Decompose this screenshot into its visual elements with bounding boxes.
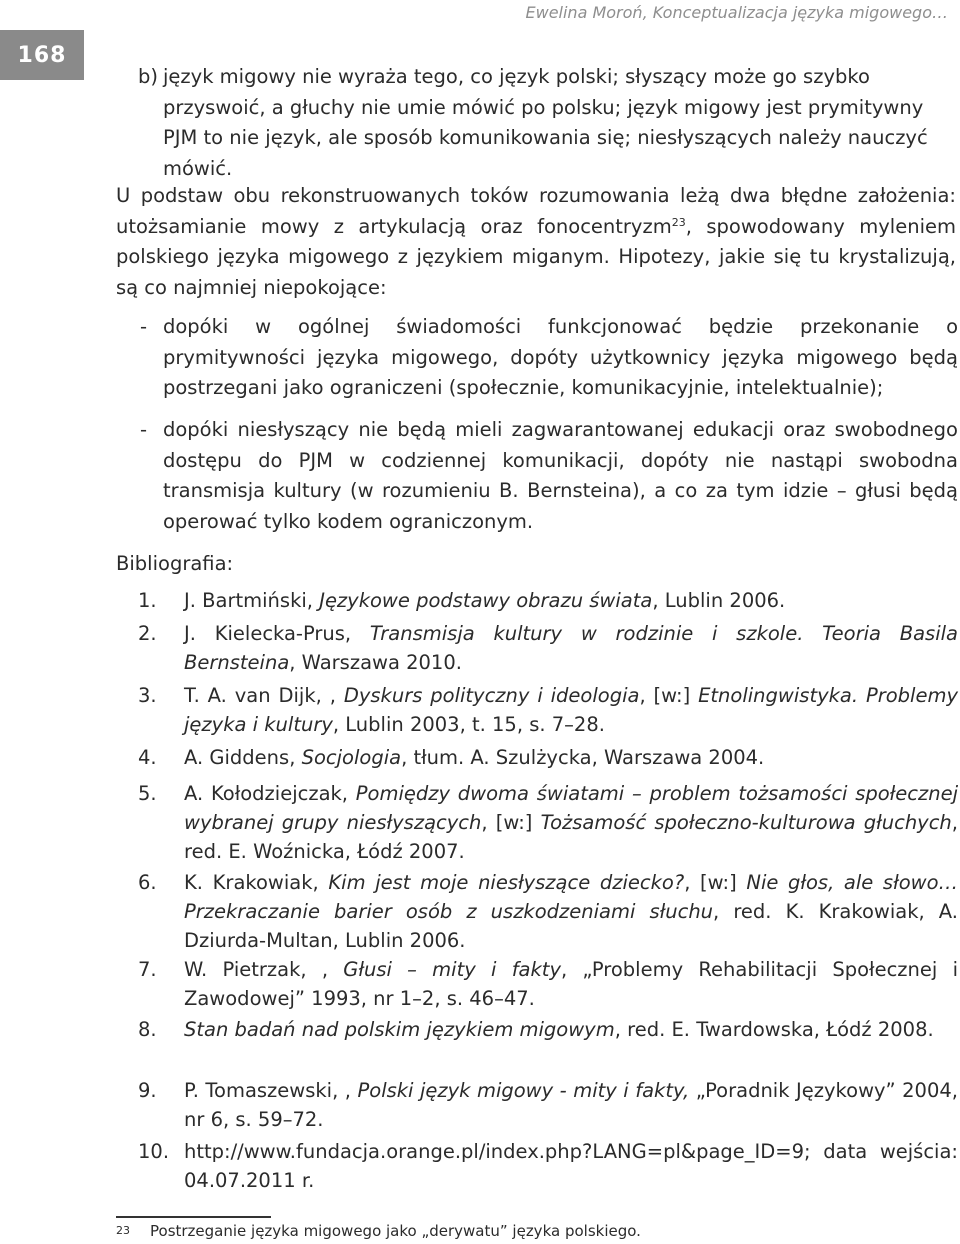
entry-number: 4. <box>138 746 157 769</box>
entry-number: 9. <box>138 1079 157 1102</box>
entry-title: Transmisja kultury w rodzinie i szkole. Teoria Basila Bernsteina <box>184 622 958 674</box>
bibliography-entry <box>138 1015 958 1044</box>
bibliography-heading: Bibliografia: <box>116 552 234 575</box>
bibliography-entry <box>138 1137 958 1195</box>
entry-title: Głusi – mity i fakty <box>343 958 561 981</box>
entry-details: , Lublin 2006. <box>652 589 786 612</box>
entry-title: Socjologia <box>301 746 402 769</box>
bullet-text: dopóki niesłyszący nie będą mieli zagwarantowanej edukacji oraz swobodnego dostępu do PJM w codziennej komunikacji, dopóty nie nastąpi swobodna transmisja kultury (w rozumieniu B. Bernsteina), a co za tym idzie – głusi będą operować tylko kodem ograniczonym. <box>163 418 958 533</box>
entry-details: , tłum. A. Szulżycka, Warszawa 2004. <box>401 746 765 769</box>
bibliography-entry <box>138 868 958 955</box>
bibliography-entry <box>138 955 958 1013</box>
entry-details: „Poradnik Językowy” 2004, nr 6, s. 59–72. <box>184 1079 958 1131</box>
entry-details: , Warszawa 2010. <box>289 651 462 674</box>
entry-title: Pomiędzy dwoma światami – problem tożsamości społecznej wybranej grupy niesłyszących <box>184 782 959 834</box>
entry-author: T. A. van Dijk, , <box>184 684 344 707</box>
entry-details: , red. E. Twardowska, Łódź 2008. <box>614 1018 934 1041</box>
entry-number: 1. <box>138 589 157 612</box>
bullet-dash: - <box>140 418 148 441</box>
entry-title: Dyskurs polityczny i ideologia <box>343 684 640 707</box>
entry-details: , „Problemy Rehabilitacji Społecznej i Zawodowej” 1993, nr 1–2, s. 46–47. <box>184 958 958 1010</box>
entry-in: , [w:] <box>481 811 541 834</box>
entry-author: J. Bartmiński, <box>184 589 320 612</box>
bibliography-entry <box>138 619 958 677</box>
entry-author: J. Kielecka-Prus, <box>184 622 370 645</box>
entry-author: W. Pietrzak, , <box>184 958 344 981</box>
list-item-label: b) <box>138 65 158 88</box>
entry-title: Polski język migowy - mity i fakty, <box>357 1079 690 1102</box>
running-title: Ewelina Moroń, Konceptualizacja języka migowego… <box>525 3 948 22</box>
bibliography-entry <box>138 586 958 615</box>
bibliography-entry <box>138 681 958 739</box>
entry-in: , [w:] <box>639 684 699 707</box>
list-item-b <box>138 62 960 184</box>
footnote-reference[interactable]: 23 <box>671 215 686 229</box>
entry-number: 7. <box>138 958 157 981</box>
bibliography-entry <box>138 1076 958 1134</box>
list-item-text: język migowy nie wyraża tego, co język polski; słyszący może go szybko przyswoić, a głuchy nie umie mówić po polsku; język migowy jest prymitywny PJM to nie język, ale sposób komunikowania się; niesłyszących należy nauczyć mówić. <box>163 65 928 180</box>
entry-number: 10. <box>138 1140 170 1163</box>
entry-author: A. Kołodziejczak, <box>184 782 356 805</box>
entry-author: A. Giddens, <box>184 746 302 769</box>
bullet-dash: - <box>140 315 148 338</box>
entry-details: , Lublin 2003, t. 15, s. 7–28. <box>332 713 605 736</box>
entry-number: 5. <box>138 782 157 805</box>
bullet-item <box>140 312 958 404</box>
entry-title: Kim jest moje niesłyszące dziecko? <box>328 871 685 894</box>
entry-url[interactable]: http://www.fundacja.orange.pl/index.php?LANG=pl&page_ID=9; data wejścia: 04.07.2011 r. <box>184 1140 958 1192</box>
entry-title: Językowe podstawy obrazu świata <box>319 589 653 612</box>
page-number-tab <box>0 30 84 80</box>
paragraph-text-end: , spowodowany myleniem polskiego języka migowego z językiem miganym. Hipotezy, jakie się tu krystalizują, są co najmniej niepokojące: <box>116 214 956 299</box>
entry-author: K. Krakowiak, <box>184 871 329 894</box>
paragraph-text-start: U podstaw obu rekonstruowanych toków rozumowania leżą dwa błędne założenia: utożsamianie mowy z artykulacją oraz fonocentryzm <box>116 184 956 238</box>
entry-number: 3. <box>138 684 157 707</box>
entry-container-title: Tożsamość społeczno-kulturowa głuchych <box>540 811 952 834</box>
entry-title: Stan badań nad polskim językiem migowym <box>184 1018 615 1041</box>
entry-author: P. Tomaszewski, , <box>184 1079 358 1102</box>
bibliography-entry <box>138 779 958 866</box>
page-number: 168 <box>17 42 67 68</box>
footnote-text: Postrzeganie języka migowego jako „derywatu” języka polskiego. <box>150 1222 641 1240</box>
entry-container-title: Nie głos, ale słowo… Przekraczanie barier osób z uszkodzeniami słuchu <box>184 871 958 923</box>
entry-details: , red. K. Krakowiak, A. Dziurda-Multan, Lublin 2006. <box>184 900 958 952</box>
footnote <box>116 1221 641 1241</box>
entry-container-title: Etnolingwistyka. Problemy języka i kultury <box>184 684 958 736</box>
running-header <box>526 3 949 22</box>
entry-in: , [w:] <box>684 871 747 894</box>
bullet-text: dopóki w ogólnej świadomości funkcjonować będzie przekonanie o prymitywności języka migowego, dopóty użytkownicy języka migowego będą postrzegani jako ograniczeni (społecznie, komunikacyjnie, intelektualnie); <box>163 315 958 399</box>
entry-details: , red. E. Woźnicka, Łódź 2007. <box>184 811 958 863</box>
entry-number: 6. <box>138 871 157 894</box>
entry-number: 8. <box>138 1018 157 1041</box>
entry-number: 2. <box>138 622 157 645</box>
bullet-item <box>140 415 958 537</box>
footnote-mark: 23 <box>116 1224 130 1237</box>
bibliography-entry <box>138 743 958 772</box>
body-paragraph <box>116 181 956 303</box>
footnote-rule <box>116 1216 271 1218</box>
